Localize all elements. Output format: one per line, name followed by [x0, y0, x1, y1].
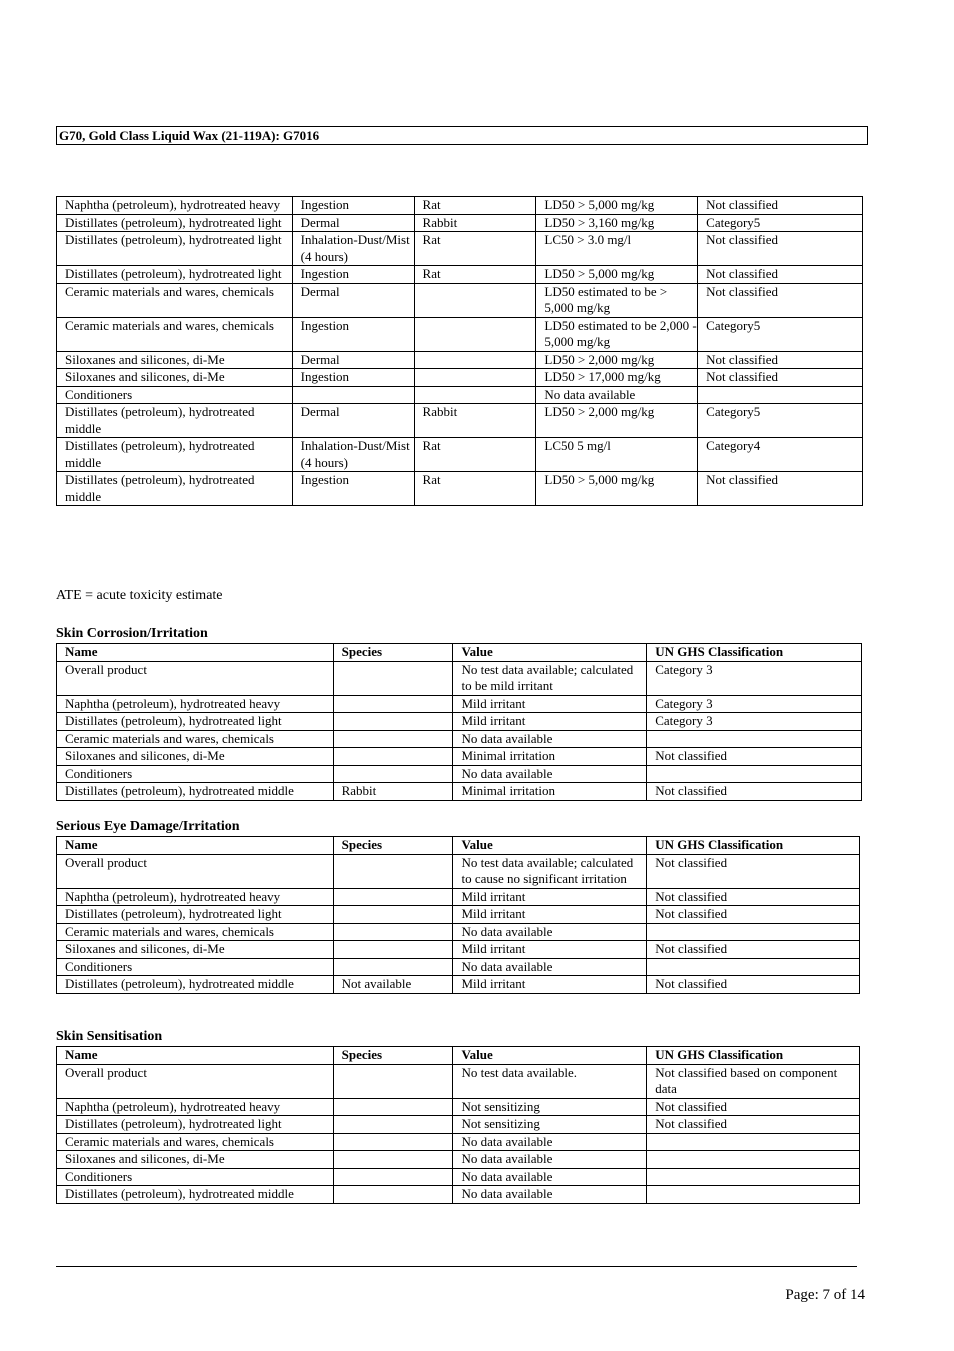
table-cell: Ingestion [292, 266, 414, 284]
table-cell: Category 3 [647, 661, 862, 695]
table-cell [333, 941, 453, 959]
table-row [57, 783, 862, 801]
table-cell: LC50 5 mg/l [536, 438, 698, 472]
skin-corrosion-title: Skin Corrosion/Irritation [56, 626, 208, 641]
table-cell: Not classified [647, 783, 862, 801]
table-cell: Not classified [647, 941, 860, 959]
table-cell [333, 906, 453, 924]
footer-divider [56, 1266, 857, 1267]
column-header: UN GHS Classification [647, 837, 860, 855]
table-header-row [57, 837, 860, 855]
table-cell: Dermal [292, 214, 414, 232]
table-cell: Ingestion [292, 472, 414, 506]
table-cell: Ceramic materials and wares, chemicals [57, 730, 334, 748]
table-row [57, 888, 860, 906]
column-header: Value [453, 644, 647, 662]
table-cell: Distillates (petroleum), hydrotreated middle [57, 438, 293, 472]
acute-toxicity-table [56, 196, 863, 506]
table-row [57, 1098, 860, 1116]
table-cell: Conditioners [57, 765, 334, 783]
table-cell: Not classified [647, 888, 860, 906]
table-cell [414, 369, 536, 387]
table-row [57, 317, 863, 351]
table-cell: LD50 estimated to be > 5,000 mg/kg [536, 283, 698, 317]
skin-sensitisation-title: Skin Sensitisation [56, 1029, 163, 1044]
table-cell [333, 730, 453, 748]
table-cell [333, 923, 453, 941]
table-cell: Category5 [698, 214, 863, 232]
table-cell: Rat [414, 472, 536, 506]
table-cell: LD50 estimated to be 2,000 - 5,000 mg/kg [536, 317, 698, 351]
table-cell: Rabbit [414, 214, 536, 232]
table-cell: Not classified [647, 1098, 860, 1116]
table-row [57, 1116, 860, 1134]
table-cell [647, 1151, 860, 1169]
table-row [57, 1168, 860, 1186]
table-cell: Not available [333, 976, 453, 994]
table-cell: Rat [414, 438, 536, 472]
table-cell: Ingestion [292, 369, 414, 387]
table-cell: Dermal [292, 404, 414, 438]
table-cell [292, 386, 414, 404]
table-cell: Not classified [647, 748, 862, 766]
table-cell: No data available [536, 386, 698, 404]
table-cell: No data available [453, 1151, 647, 1169]
table-row [57, 351, 863, 369]
table-cell: Not classified [698, 283, 863, 317]
table-cell: Distillates (petroleum), hydrotreated light [57, 214, 293, 232]
table-cell: No data available [453, 1186, 647, 1204]
table-cell [647, 1186, 860, 1204]
table-cell [333, 1116, 453, 1134]
table-cell: LC50 > 3.0 mg/l [536, 232, 698, 266]
table-row [57, 854, 860, 888]
table-row [57, 214, 863, 232]
column-header: Value [453, 837, 647, 855]
table-cell: LD50 > 5,000 mg/kg [536, 266, 698, 284]
page-number: Page: 7 of 14 [785, 1287, 865, 1303]
table-row [57, 266, 863, 284]
column-header: UN GHS Classification [647, 1047, 860, 1065]
table-cell: LD50 > 5,000 mg/kg [536, 472, 698, 506]
table-cell: LD50 > 17,000 mg/kg [536, 369, 698, 387]
table-cell [333, 765, 453, 783]
table-cell: Not classified [698, 472, 863, 506]
table-cell: Siloxanes and silicones, di-Me [57, 748, 334, 766]
table-cell: No test data available; calculated to cause no significant irritation [453, 854, 647, 888]
table-cell: No data available [453, 923, 647, 941]
table-cell: Rabbit [414, 404, 536, 438]
column-header: UN GHS Classification [647, 644, 862, 662]
table-cell: Not classified [698, 232, 863, 266]
table-cell: LD50 > 2,000 mg/kg [536, 351, 698, 369]
table-row [57, 906, 860, 924]
table-cell: Distillates (petroleum), hydrotreated light [57, 713, 334, 731]
column-header: Species [333, 1047, 453, 1065]
table-cell [647, 730, 862, 748]
table-cell: Category5 [698, 404, 863, 438]
table-cell: Category 3 [647, 713, 862, 731]
column-header: Species [333, 644, 453, 662]
table-cell: Overall product [57, 854, 334, 888]
table-cell [333, 748, 453, 766]
table-cell: Mild irritant [453, 976, 647, 994]
table-row [57, 976, 860, 994]
table-cell: Inhalation-Dust/Mist (4 hours) [292, 438, 414, 472]
table-cell [414, 283, 536, 317]
table-cell: Rabbit [333, 783, 453, 801]
skin-corrosion-table [56, 643, 862, 801]
table-cell: Conditioners [57, 1168, 334, 1186]
table-row [57, 923, 860, 941]
table-cell: Distillates (petroleum), hydrotreated light [57, 266, 293, 284]
table-cell [647, 1133, 860, 1151]
table-cell: LD50 > 2,000 mg/kg [536, 404, 698, 438]
table-row [57, 472, 863, 506]
table-cell: Distillates (petroleum), hydrotreated middle [57, 472, 293, 506]
table-cell: Mild irritant [453, 906, 647, 924]
table-row [57, 958, 860, 976]
column-header: Name [57, 644, 334, 662]
column-header: Species [333, 837, 453, 855]
table-cell: Not sensitizing [453, 1098, 647, 1116]
table-row [57, 1064, 860, 1098]
table-cell: Rat [414, 197, 536, 215]
table-cell: Ceramic materials and wares, chemicals [57, 317, 293, 351]
table-cell: No test data available; calculated to be mild irritant [453, 661, 647, 695]
table-row [57, 438, 863, 472]
column-header: Name [57, 837, 334, 855]
table-cell: Category 3 [647, 695, 862, 713]
table-cell: Not classified [647, 906, 860, 924]
table-cell: Ceramic materials and wares, chemicals [57, 923, 334, 941]
table-cell: Ceramic materials and wares, chemicals [57, 283, 293, 317]
table-cell: Not classified [698, 266, 863, 284]
table-cell: Naphtha (petroleum), hydrotreated heavy [57, 1098, 334, 1116]
table-cell: Distillates (petroleum), hydrotreated middle [57, 1186, 334, 1204]
table-row [57, 369, 863, 387]
table-cell [647, 1168, 860, 1186]
table-cell [333, 1133, 453, 1151]
table-cell [333, 695, 453, 713]
table-cell: Dermal [292, 351, 414, 369]
table-cell [333, 888, 453, 906]
table-cell: Mild irritant [453, 888, 647, 906]
table-cell: Distillates (petroleum), hydrotreated middle [57, 976, 334, 994]
table-cell: No test data available. [453, 1064, 647, 1098]
table-cell [333, 1151, 453, 1169]
table-cell: Not classified [698, 369, 863, 387]
table-cell: Mild irritant [453, 941, 647, 959]
table-cell [333, 1098, 453, 1116]
table-row [57, 695, 862, 713]
table-cell: Not classified [647, 976, 860, 994]
table-row [57, 661, 862, 695]
eye-damage-table [56, 836, 860, 994]
table-cell [333, 1186, 453, 1204]
table-cell: No data available [453, 1133, 647, 1151]
table-cell [414, 386, 536, 404]
table-row [57, 404, 863, 438]
table-row [57, 941, 860, 959]
table-cell: No data available [453, 730, 647, 748]
table-cell: Inhalation-Dust/Mist (4 hours) [292, 232, 414, 266]
document-header: G70, Gold Class Liquid Wax (21-119A): G7016 [56, 126, 868, 145]
column-header: Value [453, 1047, 647, 1065]
table-cell: Not classified [698, 197, 863, 215]
table-cell: Naphtha (petroleum), hydrotreated heavy [57, 695, 334, 713]
table-row [57, 1151, 860, 1169]
table-cell: Mild irritant [453, 695, 647, 713]
table-cell [647, 765, 862, 783]
table-cell: Distillates (petroleum), hydrotreated middle [57, 783, 334, 801]
table-row [57, 232, 863, 266]
table-cell: Siloxanes and silicones, di-Me [57, 1151, 334, 1169]
table-cell [333, 1168, 453, 1186]
table-cell: Distillates (petroleum), hydrotreated light [57, 232, 293, 266]
table-cell [414, 317, 536, 351]
table-cell [333, 1064, 453, 1098]
table-cell [647, 923, 860, 941]
table-row [57, 1133, 860, 1151]
table-header-row [57, 1047, 860, 1065]
table-cell: Not classified [647, 854, 860, 888]
table-cell: Not sensitizing [453, 1116, 647, 1134]
table-row [57, 386, 863, 404]
table-cell: Overall product [57, 1064, 334, 1098]
table-cell: Minimal irritation [453, 748, 647, 766]
table-cell: Naphtha (petroleum), hydrotreated heavy [57, 888, 334, 906]
table-cell: Ceramic materials and wares, chemicals [57, 1133, 334, 1151]
table-cell: Not classified [647, 1116, 860, 1134]
table-cell: Siloxanes and silicones, di-Me [57, 941, 334, 959]
table-cell: Conditioners [57, 386, 293, 404]
table-cell [333, 661, 453, 695]
table-cell: Minimal irritation [453, 783, 647, 801]
table-cell: Conditioners [57, 958, 334, 976]
table-cell: Dermal [292, 283, 414, 317]
table-row [57, 730, 862, 748]
table-cell: Naphtha (petroleum), hydrotreated heavy [57, 197, 293, 215]
table-row [57, 765, 862, 783]
table-cell [333, 854, 453, 888]
table-cell: Not classified [698, 351, 863, 369]
table-cell [647, 958, 860, 976]
table-cell: Distillates (petroleum), hydrotreated light [57, 906, 334, 924]
table-cell: Distillates (petroleum), hydrotreated light [57, 1116, 334, 1134]
eye-damage-title: Serious Eye Damage/Irritation [56, 819, 240, 834]
table-cell: Not classified based on component data [647, 1064, 860, 1098]
table-row [57, 1186, 860, 1204]
table-cell: No data available [453, 765, 647, 783]
table-row [57, 197, 863, 215]
table-cell: Category5 [698, 317, 863, 351]
table-cell: Overall product [57, 661, 334, 695]
table-cell: Category4 [698, 438, 863, 472]
table-cell: Mild irritant [453, 713, 647, 731]
table-cell: No data available [453, 1168, 647, 1186]
table-cell: Siloxanes and silicones, di-Me [57, 351, 293, 369]
column-header: Name [57, 1047, 334, 1065]
table-cell [698, 386, 863, 404]
table-cell: LD50 > 3,160 mg/kg [536, 214, 698, 232]
table-header-row [57, 644, 862, 662]
table-cell: Siloxanes and silicones, di-Me [57, 369, 293, 387]
table-cell: No data available [453, 958, 647, 976]
table-cell [333, 958, 453, 976]
table-row [57, 748, 862, 766]
table-cell [333, 713, 453, 731]
ate-note: ATE = acute toxicity estimate [56, 588, 223, 603]
table-row [57, 283, 863, 317]
skin-sensitisation-table [56, 1046, 860, 1204]
table-cell: Rat [414, 266, 536, 284]
table-row [57, 713, 862, 731]
table-cell [414, 351, 536, 369]
table-cell: LD50 > 5,000 mg/kg [536, 197, 698, 215]
table-cell: Ingestion [292, 317, 414, 351]
table-cell: Distillates (petroleum), hydrotreated middle [57, 404, 293, 438]
table-cell: Ingestion [292, 197, 414, 215]
table-cell: Rat [414, 232, 536, 266]
